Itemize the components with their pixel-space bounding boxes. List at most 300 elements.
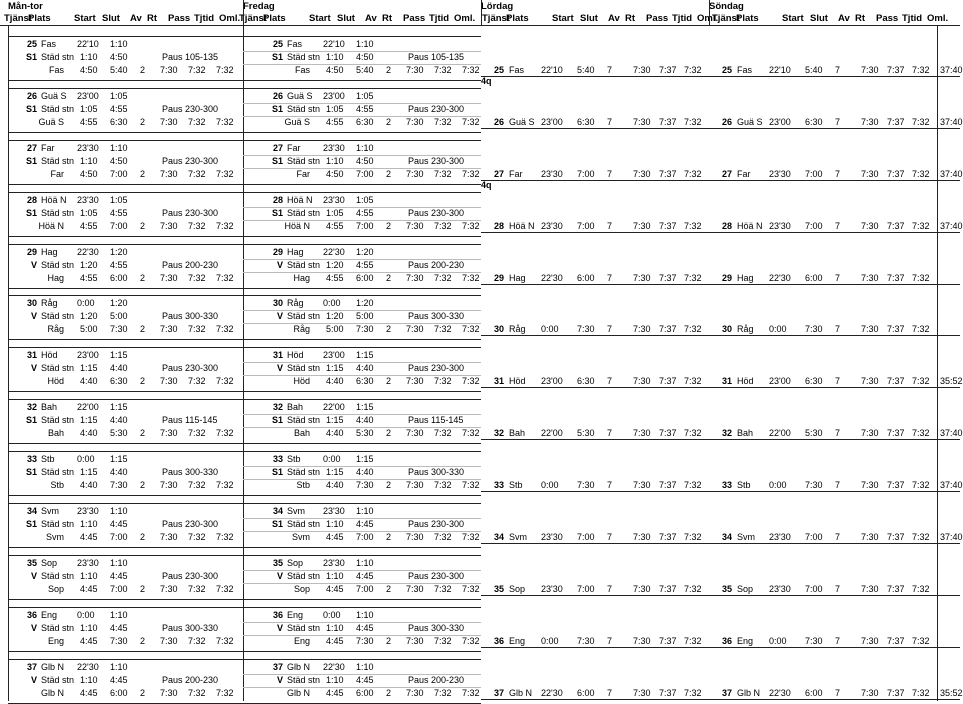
pass-value: 7:32: [188, 636, 206, 646]
pause-text: Paus 105-135: [408, 52, 465, 62]
column-header: Tjtid: [902, 13, 923, 24]
av-value: 7: [607, 688, 613, 698]
start-time: 0:00: [77, 610, 95, 620]
start-time: 22'30: [769, 273, 791, 283]
tjtid-value: 7:32: [684, 428, 702, 438]
pass-value: 7:37: [887, 324, 905, 334]
row-divider: [243, 622, 481, 623]
column-header: Slut: [337, 13, 355, 24]
cleaning-label: Städ stn: [41, 260, 75, 270]
cleaning-tag: S1: [271, 156, 283, 166]
start-time: 23'30: [323, 558, 345, 568]
row-divider: [8, 339, 481, 340]
start-time: 4:55: [80, 117, 98, 127]
shift-id: 37: [26, 662, 37, 672]
cleaning-label: Städ stn: [41, 675, 75, 685]
location: Eng: [41, 610, 58, 620]
column-header: Plats: [28, 13, 51, 24]
start-time: 4:45: [80, 532, 98, 542]
tjtid-value: 7:32: [462, 376, 480, 386]
location: Höd: [41, 350, 58, 360]
tjtid-value: 7:32: [462, 221, 480, 231]
column-header: Av: [365, 13, 377, 24]
end-time: 6:30: [577, 376, 595, 386]
start-time: 1:05: [80, 208, 98, 218]
shift-id: 33: [494, 480, 505, 490]
pause-text: Paus 230-300: [408, 571, 465, 581]
av-value: 2: [386, 480, 392, 490]
pause-text: Paus 300-330: [408, 311, 465, 321]
pause-text: Paus 230-300: [162, 363, 219, 373]
tjtid-value: 7:32: [684, 169, 702, 179]
location: Höd: [47, 376, 64, 386]
shift-id: 37: [272, 662, 283, 672]
cleaning-tag: V: [30, 675, 37, 685]
pass-value: 7:32: [434, 376, 452, 386]
shift-id: 28: [26, 195, 37, 205]
cleaning-label: Städ stn: [41, 311, 75, 321]
rt-value: 7:30: [160, 169, 178, 179]
location: Eng: [737, 636, 754, 646]
location: Höd: [293, 376, 310, 386]
cleaning-label: Städ stn: [287, 208, 321, 218]
start-time: 1:20: [80, 260, 98, 270]
pause-text: Paus 230-300: [408, 156, 465, 166]
cleaning-label: Städ stn: [287, 415, 321, 425]
pass-value: 7:32: [434, 273, 452, 283]
tjtid-value: 7:32: [912, 636, 930, 646]
end-time: 4:55: [356, 260, 374, 270]
rt-value: 7:30: [633, 584, 651, 594]
location: Hag: [41, 247, 58, 257]
location: Stb: [287, 454, 301, 464]
location: Eng: [293, 636, 310, 646]
av-value: 7: [835, 169, 841, 179]
start-time: 22'30: [77, 662, 99, 672]
cleaning-tag: S1: [271, 519, 283, 529]
pause-text: Paus 230-300: [408, 519, 465, 529]
end-time: 7:00: [110, 584, 128, 594]
location: Höä N: [737, 221, 763, 231]
tjtid-value: 7:32: [216, 273, 234, 283]
shift-id: 33: [26, 454, 37, 464]
column-header: Rt: [147, 13, 158, 24]
start-time: 1:15: [326, 363, 344, 373]
column-header: Pass: [876, 13, 899, 24]
location: Guä S: [509, 117, 535, 127]
shift-id: 36: [494, 636, 505, 646]
location: Far: [296, 169, 310, 179]
av-value: 2: [386, 273, 392, 283]
location: Råg: [509, 324, 526, 334]
av-value: 2: [386, 169, 392, 179]
pass-value: 7:32: [434, 428, 452, 438]
end-time: 4:55: [110, 104, 128, 114]
pass-value: 7:32: [188, 169, 206, 179]
pass-value: 7:32: [434, 480, 452, 490]
end-time: 5:40: [577, 65, 595, 75]
av-value: 7: [835, 480, 841, 490]
end-time: 7:00: [110, 532, 128, 542]
column-header: Slut: [580, 13, 598, 24]
av-value: 7: [835, 636, 841, 646]
location: Bah: [47, 428, 64, 438]
row-divider: [8, 140, 481, 141]
rt-value: 7:30: [160, 428, 178, 438]
location: Råg: [47, 324, 64, 334]
location: Höä N: [287, 195, 313, 205]
end-time: 4:45: [110, 571, 128, 581]
start-time: 22'10: [77, 39, 99, 49]
pass-value: 7:37: [887, 636, 905, 646]
tjtid-value: 7:32: [912, 117, 930, 127]
start-time: 0:00: [77, 298, 95, 308]
location: Stb: [50, 480, 64, 490]
start-time: 22'30: [77, 247, 99, 257]
av-value: 7: [607, 532, 613, 542]
end-time: 6:00: [577, 688, 595, 698]
column-header: Oml.: [454, 13, 476, 24]
pass-value: 7:32: [188, 376, 206, 386]
start-time: 22'30: [323, 662, 345, 672]
rt-value: 7:30: [861, 532, 879, 542]
location: Eng: [287, 610, 304, 620]
av-value: 7: [607, 221, 613, 231]
location: Far: [509, 169, 523, 179]
pass-value: 7:37: [659, 480, 677, 490]
end-time: 1:10: [356, 610, 374, 620]
column-header: Tjtid: [194, 13, 215, 24]
av-value: 7: [607, 636, 613, 646]
pass-value: 7:32: [188, 221, 206, 231]
cleaning-label: Städ stn: [287, 519, 321, 529]
row-divider: [8, 451, 481, 452]
av-value: 7: [607, 428, 613, 438]
av-value: 7: [607, 117, 613, 127]
shift-id: 27: [494, 169, 505, 179]
rt-value: 7:30: [406, 117, 424, 127]
start-time: 4:45: [80, 636, 98, 646]
shift-id: 25: [722, 65, 733, 75]
pass-value: 7:37: [659, 273, 677, 283]
row-divider: [8, 295, 481, 296]
shift-id: 31: [722, 376, 733, 386]
pause-text: Paus 105-135: [162, 52, 219, 62]
pause-text: Paus 230-300: [162, 571, 219, 581]
row-divider: [243, 116, 481, 117]
start-time: 1:20: [326, 311, 344, 321]
shift-id: 31: [26, 350, 37, 360]
shift-id: 25: [494, 65, 505, 75]
end-time: 1:10: [110, 39, 128, 49]
shift-id: 26: [722, 117, 733, 127]
start-time: 0:00: [769, 480, 787, 490]
rt-value: 7:30: [633, 376, 651, 386]
cleaning-tag: S1: [271, 415, 283, 425]
pause-text: Paus 230-300: [162, 156, 219, 166]
pause-text: Paus 300-330: [162, 623, 219, 633]
pass-value: 7:37: [887, 428, 905, 438]
end-time: 7:30: [577, 636, 595, 646]
location: Guä S: [38, 117, 64, 127]
cleaning-label: Städ stn: [287, 52, 321, 62]
row-divider: [243, 687, 481, 688]
pause-text: Paus 200-230: [408, 260, 465, 270]
av-value: 2: [386, 65, 392, 75]
start-time: 23'30: [769, 584, 791, 594]
column-header: Oml.: [219, 13, 241, 24]
av-value: 2: [140, 221, 146, 231]
pause-text: Paus 200-230: [162, 260, 219, 270]
row-divider: [243, 635, 481, 636]
location: Guä S: [287, 91, 313, 101]
location: Fas: [48, 65, 64, 75]
column-header: Tjänst: [239, 13, 267, 24]
end-time: 7:30: [110, 636, 128, 646]
start-time: 23'30: [769, 169, 791, 179]
rt-value: 7:30: [406, 169, 424, 179]
shift-id: 31: [494, 376, 505, 386]
tjtid-value: 7:32: [216, 221, 234, 231]
rt-value: 7:30: [406, 324, 424, 334]
start-time: 4:40: [80, 376, 98, 386]
end-time: 4:45: [356, 571, 374, 581]
end-time: 6:00: [356, 688, 374, 698]
end-time: 7:00: [805, 169, 823, 179]
start-time: 1:15: [326, 467, 344, 477]
rt-value: 7:30: [633, 324, 651, 334]
pause-text: Paus 230-300: [408, 104, 465, 114]
tjtid-value: 7:32: [462, 117, 480, 127]
oml-value: 35:52: [940, 688, 963, 698]
end-time: 1:20: [110, 247, 128, 257]
start-time: 1:15: [80, 363, 98, 373]
start-time: 23'00: [77, 91, 99, 101]
av-value: 2: [386, 221, 392, 231]
tjtid-value: 7:32: [912, 532, 930, 542]
end-time: 4:45: [356, 519, 374, 529]
end-time: 4:45: [110, 519, 128, 529]
end-time: 1:10: [110, 558, 128, 568]
start-time: 23'00: [77, 350, 99, 360]
shift-id: 30: [26, 298, 37, 308]
start-time: 0:00: [541, 324, 559, 334]
end-time: 1:10: [110, 506, 128, 516]
end-time: 1:15: [356, 350, 374, 360]
shift-id: 25: [272, 39, 283, 49]
shift-id: 28: [494, 221, 505, 231]
column-divider: [709, 0, 710, 26]
row-divider: [243, 479, 481, 480]
start-time: 1:10: [80, 571, 98, 581]
pass-value: 7:32: [188, 480, 206, 490]
av-value: 7: [835, 117, 841, 127]
location: Höd: [287, 350, 304, 360]
column-header: Oml.: [927, 13, 949, 24]
column-header: Tjänst: [4, 13, 32, 24]
oml-value: 37:40: [940, 117, 963, 127]
start-time: 4:45: [326, 532, 344, 542]
tjtid-value: 7:32: [216, 324, 234, 334]
rt-value: 7:30: [406, 480, 424, 490]
tjtid-value: 7:32: [462, 532, 480, 542]
location: Bah: [737, 428, 754, 438]
cleaning-label: Städ stn: [287, 104, 321, 114]
column-header: Start: [552, 13, 574, 24]
end-time: 1:20: [356, 247, 374, 257]
column-header: Pass: [168, 13, 191, 24]
start-time: 23'00: [323, 91, 345, 101]
cleaning-tag: V: [276, 571, 283, 581]
location: Far: [287, 143, 301, 153]
end-time: 7:00: [110, 169, 128, 179]
cleaning-tag: S1: [25, 415, 37, 425]
column-header: Plats: [263, 13, 286, 24]
tjtid-value: 7:32: [684, 117, 702, 127]
pass-value: 7:37: [659, 428, 677, 438]
shift-id: 30: [494, 324, 505, 334]
end-time: 5:30: [577, 428, 595, 438]
cleaning-tag: S1: [25, 52, 37, 62]
pass-value: 7:37: [659, 636, 677, 646]
tjtid-value: 7:32: [684, 636, 702, 646]
row-divider: [481, 180, 960, 181]
cleaning-label: Städ stn: [287, 311, 321, 321]
shift-id: 27: [272, 143, 283, 153]
location: Far: [50, 169, 64, 179]
pass-value: 7:32: [188, 584, 206, 594]
pause-text: Paus 200-230: [162, 675, 219, 685]
column-header: Slut: [102, 13, 120, 24]
pass-value: 7:37: [887, 532, 905, 542]
tjtid-value: 7:32: [684, 324, 702, 334]
start-time: 23'00: [323, 350, 345, 360]
end-time: 4:40: [356, 415, 374, 425]
tjtid-value: 7:32: [462, 273, 480, 283]
pass-value: 7:37: [887, 584, 905, 594]
rt-value: 7:30: [160, 688, 178, 698]
location: Hag: [737, 273, 754, 283]
start-time: 1:05: [326, 104, 344, 114]
start-time: 1:20: [80, 311, 98, 321]
location: Glb N: [41, 662, 65, 672]
pause-text: Paus 300-330: [162, 311, 219, 321]
tjtid-value: 7:32: [912, 480, 930, 490]
shift-id: 26: [272, 91, 283, 101]
shift-id: 30: [272, 298, 283, 308]
pass-value: 7:32: [434, 324, 452, 334]
end-time: 1:10: [356, 558, 374, 568]
location: Höd: [509, 376, 526, 386]
end-time: 5:00: [356, 311, 374, 321]
pass-value: 7:37: [659, 169, 677, 179]
row-divider: [481, 491, 960, 492]
start-time: 23'00: [769, 117, 791, 127]
location: Hag: [509, 273, 526, 283]
start-time: 1:10: [326, 675, 344, 685]
pass-value: 7:32: [188, 324, 206, 334]
cleaning-label: Städ stn: [41, 363, 75, 373]
rt-value: 7:30: [633, 273, 651, 283]
cleaning-label: Städ stn: [41, 467, 75, 477]
pass-value: 7:32: [434, 688, 452, 698]
rt-value: 7:30: [861, 480, 879, 490]
location: Höä N: [509, 221, 535, 231]
tjtid-value: 7:32: [462, 169, 480, 179]
cleaning-label: Städ stn: [41, 519, 75, 529]
start-time: 1:10: [326, 156, 344, 166]
row-divider: [8, 80, 481, 81]
rt-value: 7:30: [160, 480, 178, 490]
end-time: 1:05: [110, 195, 128, 205]
av-value: 7: [607, 376, 613, 386]
rt-value: 7:30: [633, 688, 651, 698]
pass-value: 7:37: [887, 688, 905, 698]
av-value: 2: [140, 688, 146, 698]
start-time: 22'30: [541, 273, 563, 283]
row-divider: [481, 387, 960, 388]
av-value: 2: [140, 428, 146, 438]
rt-value: 7:30: [160, 273, 178, 283]
start-time: 22'00: [323, 402, 345, 412]
shift-id: 33: [722, 480, 733, 490]
pause-text: Paus 230-300: [162, 208, 219, 218]
column-header: Start: [74, 13, 96, 24]
end-time: 4:40: [110, 467, 128, 477]
location: Stb: [296, 480, 310, 490]
row-divider: [8, 555, 481, 556]
tjtid-value: 7:32: [684, 65, 702, 75]
cleaning-tag: V: [276, 311, 283, 321]
rt-value: 7:30: [861, 688, 879, 698]
location: Eng: [509, 636, 526, 646]
tjtid-value: 7:32: [912, 169, 930, 179]
shift-id: 36: [722, 636, 733, 646]
start-time: 4:45: [326, 688, 344, 698]
column-header: Start: [782, 13, 804, 24]
end-time: 6:00: [805, 688, 823, 698]
column-header: Pass: [646, 13, 669, 24]
av-value: 2: [140, 376, 146, 386]
shift-id: 37: [722, 688, 733, 698]
cleaning-tag: V: [30, 571, 37, 581]
location: Svm: [509, 532, 527, 542]
start-time: 1:20: [326, 260, 344, 270]
location: Guä S: [737, 117, 763, 127]
tjtid-value: 7:32: [912, 273, 930, 283]
start-time: 0:00: [769, 324, 787, 334]
start-time: 22'30: [769, 688, 791, 698]
row-divider: [8, 192, 481, 193]
end-time: 1:10: [110, 610, 128, 620]
column-header: Pass: [403, 13, 426, 24]
start-time: 4:55: [326, 221, 344, 231]
cleaning-label: Städ stn: [287, 623, 321, 633]
rt-value: 7:30: [160, 324, 178, 334]
av-value: 2: [386, 376, 392, 386]
row-divider: [8, 547, 481, 548]
end-time: 6:00: [110, 688, 128, 698]
tjtid-value: 7:32: [684, 273, 702, 283]
end-time: 7:30: [577, 324, 595, 334]
row-divider: [481, 335, 960, 336]
end-time: 7:30: [356, 480, 374, 490]
oml-value: 37:40: [940, 221, 963, 231]
end-time: 5:30: [110, 428, 128, 438]
start-time: 23'00: [769, 376, 791, 386]
pass-value: 7:37: [659, 117, 677, 127]
av-value: 2: [140, 636, 146, 646]
